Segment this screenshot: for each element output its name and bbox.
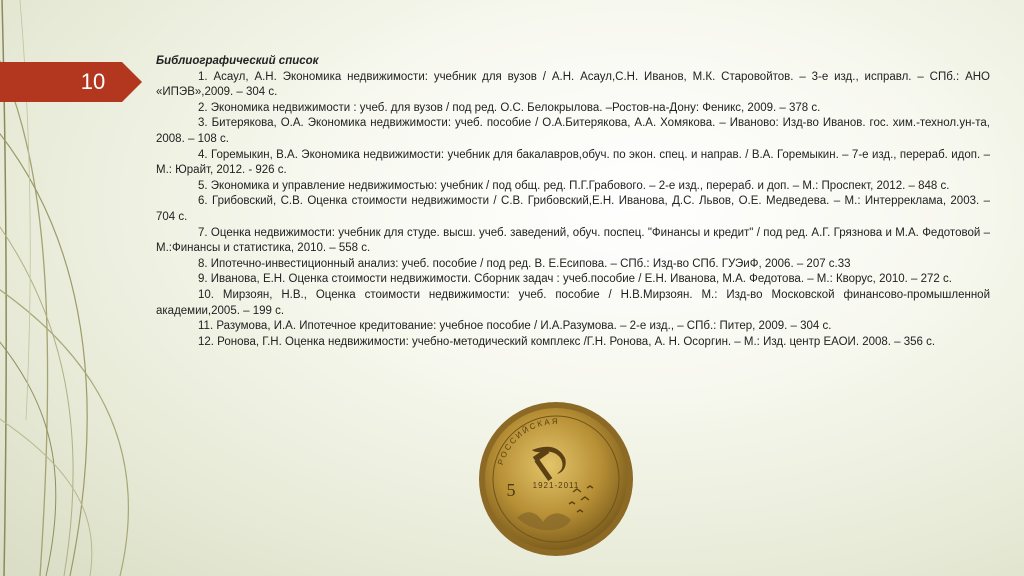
bibliography-title: Библиографический список [156,55,319,67]
coin-years: 1921-2011 [532,481,580,490]
bibliography-item: 6. Грибовский, С.В. Оценка стоимости недвижимости / С.В. Грибовский,Е.Н. Иванова, Д.С. Львов, О.Е. Медведева. – М.: Интерреклама, 2003. – 704 с. [156,195,990,223]
bibliography-item: 9. Иванова, Е.Н. Оценка стоимости недвижимости. Сборник задач : учеб.пособие / Е.Н. Иванова, М.А. Федотова. – М.: Кворус, 2010. – 272 с. [198,273,952,286]
bibliography-item: 1. Асаул, А.Н. Экономика недвижимости: учебник для вузов / А.Н. Асаул,С.Н. Иванов, М.К. Старовойтов. – 3-е изд., исправл. – СПб.: АНО «ИПЭВ»,2009. – 304 с. [156,70,990,99]
bibliography-item: 4. Горемыкин, В.А. Экономика недвижимости: учебник для бакалавров,обуч. по экон. спец. и направ. / В.А. Горемыкин. – 7-е изд., перераб. идоп. – М.: Юрайт, 2012. - 926 с. [156,148,990,177]
commemorative-coin-image [477,400,635,558]
coin-denomination: 5 [506,480,516,500]
coin-inscription: РОССИЙСКАЯ [495,417,560,466]
bibliography-item: 2. Экономика недвижимости : учеб. для вузов / под ред. О.С. Белокрылова. –Ростов-на-Дону: Феникс, 2009. – 378 с. [198,101,821,114]
bibliography-item: 10. Мирзоян, Н.В., Оценка стоимости недвижимости: учеб. пособие / Н.В.Мирзоян. М.: Изд-во Московской финансово-промышленной академии,2005. – 199 с. [156,288,990,317]
bibliography-item: 12. Ронова, Г.Н. Оценка недвижимости: учебно-методический комплекс /Г.Н. Ронова, А. Н. Осоргин. – М.: Изд. центр ЕАОИ. 2008. – 356 с. [198,335,936,348]
grass-line [0,270,128,576]
bibliography [156,54,990,350]
grass-line [0,200,73,576]
bibliography-item: 11. Разумова, И.А. Ипотечное кредитование: учебное пособие / И.А.Разумова. – 2-е изд., – СПб.: Питер, 2009. – 304 с. [198,320,832,333]
bibliography-item: 5. Экономика и управление недвижимостью: учебник / под общ. ред. П.Г.Грабового. – 2-е изд., перераб. и доп. – М.: Проспект, 2012. – 848 с. [198,179,950,192]
slide-number: 10 [80,69,106,94]
bibliography-item: 3. Битерякова, О.А. Экономика недвижимости: учеб. пособие / О.А.Битерякова, А.А. Хомякова. – Иваново: Изд-во Иванов. гос. хим.-технол.ун-та, 2008. – 108 с. [156,117,990,145]
bibliography-item: 8. Ипотечно-инвестиционный анализ: учеб. пособие / под ред. В. Е.Есипова. – СПб.: Изд-во СПб. ГУЭиФ, 2006. – 207 с.33 [198,257,851,270]
bibliography-item: 7. Оценка недвижимости: учебник для студе. высш. учеб. заведений, обуч. поспец. "Финансы и кредит" / под ред. А.Г. Грязнова и М.А. Федотовой – М.:Финансы и статистика, 2010. – 558 с. [156,226,990,255]
